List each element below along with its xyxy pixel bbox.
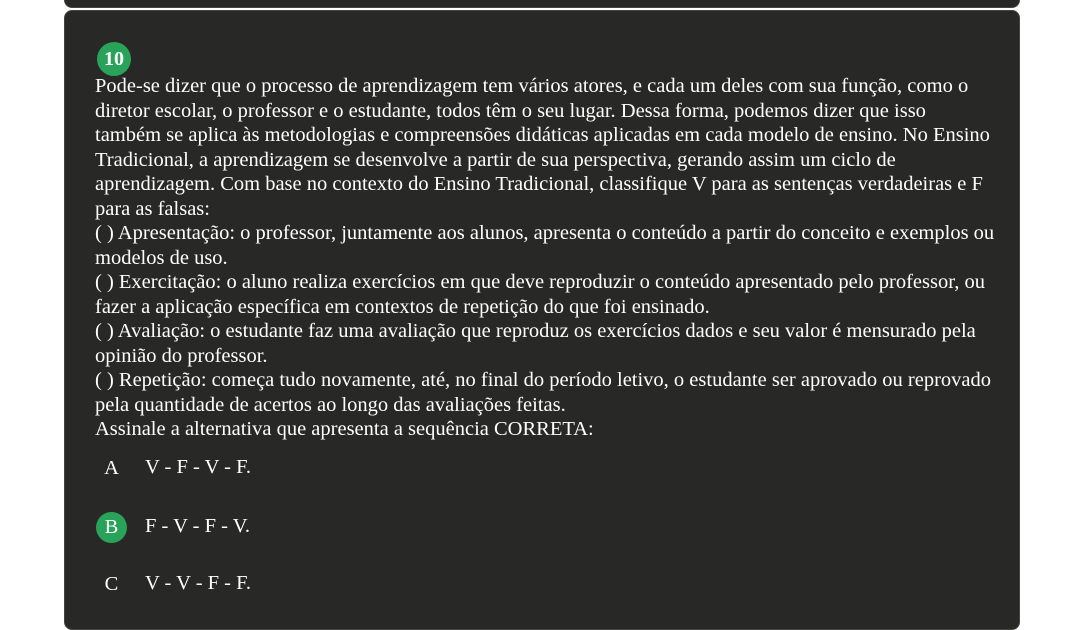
previous-question-card: [64, 0, 1020, 8]
statement-1: [95, 221, 995, 270]
statement-2: [95, 270, 995, 319]
statement-4: [95, 368, 995, 417]
option-c-letter[interactable]: C: [104, 573, 119, 595]
option-c-text[interactable]: V - V - F - F.: [145, 572, 252, 594]
question-body: [95, 74, 995, 442]
question-number-badge: 10: [97, 42, 131, 76]
statement-text: Exercitação: o aluno realiza exercícios em que deve reproduzir o conteúdo apresentado pelo professor, ou fazer a aplicação específica em contextos de repetição do que foi ensinado.: [95, 271, 985, 318]
option-b-text[interactable]: F - V - F - V.: [145, 515, 251, 537]
statement-text: Repetição: começa tudo novamente, até, no final do período letivo, o estudante ser aprovado ou reprovado pela quantidade de acertos ao longo das avaliações feitas.: [95, 369, 991, 416]
statement-blank: ( ): [95, 222, 114, 244]
question-prompt: Assinale a alternativa que apresenta a sequência CORRETA:: [95, 418, 594, 440]
statement-text: Avaliação: o estudante faz uma avaliação que reproduz os exercícios dados e seu valor é mensurado pela opinião do professor.: [95, 320, 976, 367]
statement-text: Apresentação: o professor, juntamente aos alunos, apresenta o conteúdo a partir do conceito e exemplos ou modelos de uso.: [95, 222, 995, 269]
statement-blank: ( ): [95, 369, 114, 391]
option-a-text[interactable]: V - F - V - F.: [145, 456, 252, 478]
statement-blank: ( ): [95, 320, 114, 342]
question-intro: Pode-se dizer que o processo de aprendizagem tem vários atores, e cada um deles com sua função, como o diretor escolar, o professor e o estudante, todos têm o seu lugar. Dessa forma, podemos dizer que isso também se aplica às metodologias e compreensões didáticas aplicadas em cada modelo de ensino. No Ensino Tradicional, a aprendizagem se desenvolve a partir de sua perspectiva, gerando assim um ciclo de aprendizagem. Com base no contexto do Ensino Tradicional, classifique V para as sentenças verdadeiras e F para as falsas:: [95, 75, 990, 220]
option-a-letter[interactable]: A: [104, 457, 119, 479]
statement-blank: ( ): [95, 271, 114, 293]
option-b-letter[interactable]: B: [96, 512, 127, 543]
statement-3: [95, 319, 995, 368]
